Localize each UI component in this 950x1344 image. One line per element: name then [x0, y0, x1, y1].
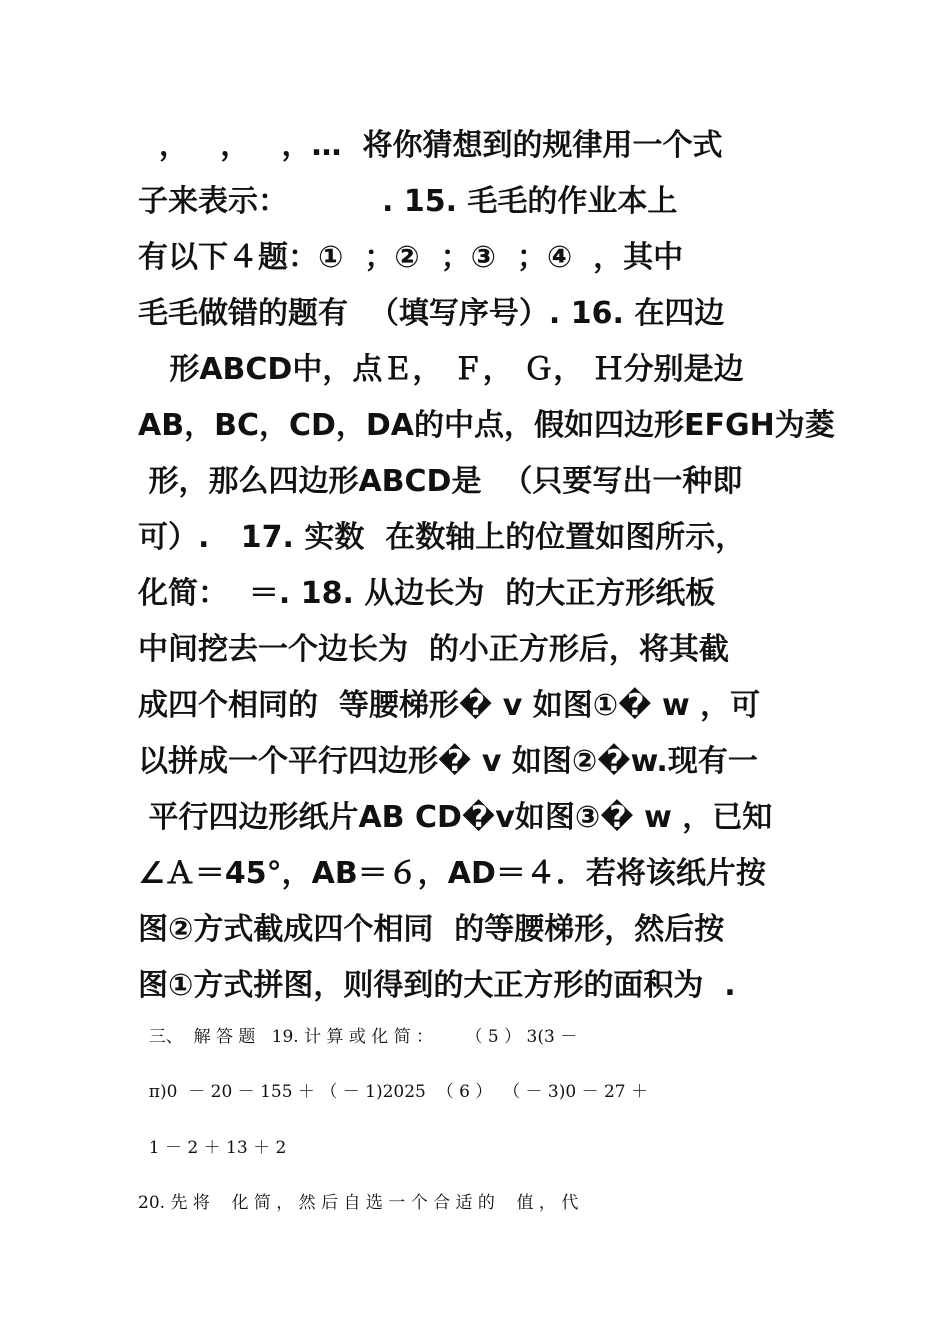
text-line: 形，那么四边形ABCD是 （只要写出一种即	[138, 464, 743, 499]
small-text-line: 1 － 2 ＋ 13 ＋ 2	[138, 1138, 287, 1158]
text-line: AB，BC，CD，DA的中点，假如四边形EFGH为菱	[138, 408, 835, 443]
small-text-line: 20. 先 将 化 简 ， 然 后 自 选 一 个 合 适 的 值 ， 代	[138, 1193, 579, 1213]
text-line: 子来表示： . 15. 毛毛的作业本上	[138, 184, 678, 219]
text-line: 中间挖去一个边长为 的小正方形后，将其截	[138, 632, 729, 667]
text-line: 图②方式截成四个相同 的等腰梯形，然后按	[138, 912, 725, 947]
small-text-line: π)0 － 20 － 155 ＋ （ － 1)2025 （ 6 ） （ － 3)0 － 27 ＋	[138, 1082, 649, 1102]
small-text-line: 三、 解 答 题 19. 计 算 或 化 简 ： （ 5 ） 3(3 －	[138, 1027, 578, 1047]
text-line: ∠Ａ＝45°，AB＝６，AD＝４．若将该纸片按	[138, 856, 766, 891]
text-line: 图①方式拼图，则得到的大正方形的面积为 .	[138, 968, 736, 1003]
text-line: 成四个相同的 等腰梯形� v 如图①� w ，可	[138, 688, 761, 723]
text-line: 平行四边形纸片AB CD�v如图③� w ，已知	[138, 800, 773, 835]
text-line: 化简： ＝. 18. 从边长为 的大正方形纸板	[138, 576, 716, 611]
text-line: 形ABCD中，点Ｅ， Ｆ， Ｇ， Ｈ分别是边	[138, 352, 744, 387]
text-line: 可）. 17. 实数 在数轴上的位置如图所示，	[138, 520, 746, 555]
text-line: 有以下４题：① ；② ；③ ；④ ，其中	[138, 240, 684, 275]
text-line: ， ， ，… 将你猜想到的规律用一个式	[138, 128, 723, 163]
text-line: 以拼成一个平行四边形� v 如图②�w.现有一	[138, 744, 758, 779]
text-line: 毛毛做错的题有 （填写序号）. 16. 在四边	[138, 296, 725, 331]
